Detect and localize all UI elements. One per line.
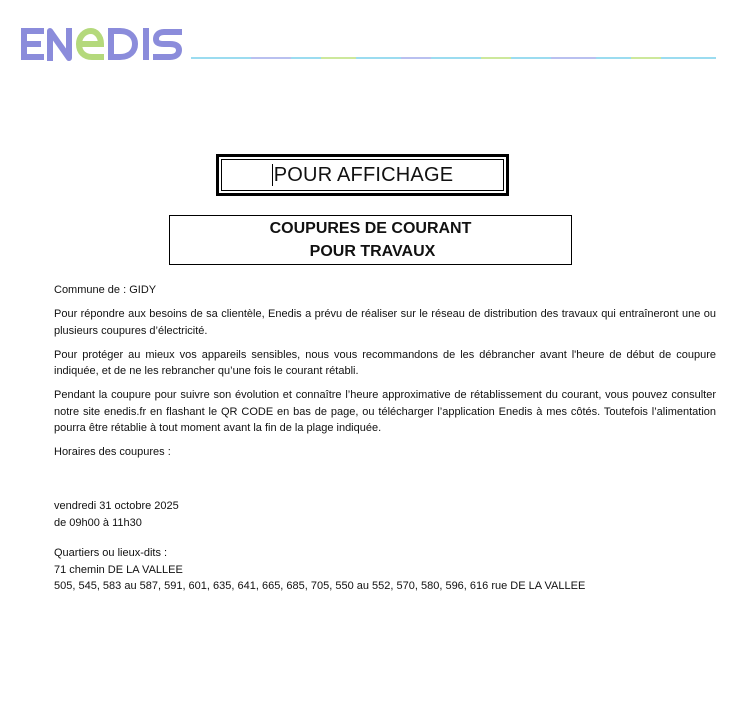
paragraph-suivi: Pendant la coupure pour suivre son évolution et connaître l’heure approximative de rétablissement du courant, vous pouvez consulter notre site enedis.fr en flashant le QR CODE en bas de page, ou télécharger l’application Enedis à mes côtés. Toutefois l’alimentation pourra être rétablie à tout moment avant la fin de la plage indiquée.	[54, 389, 716, 434]
outage-time: de 09h00 à 11h30	[54, 516, 142, 529]
coupures-title-line2: POUR TRAVAUX	[309, 243, 436, 260]
notice-body	[54, 282, 716, 595]
outage-date: vendredi 31 octobre 2025	[54, 500, 179, 512]
text-cursor	[272, 164, 273, 186]
coupures-title-box	[169, 215, 572, 265]
enedis-logo	[17, 26, 187, 64]
pour-affichage-box	[216, 154, 509, 196]
paragraph-clientele: Pour répondre aux besoins de sa clientèle, Enedis a prévu de réaliser sur le réseau de distribution des travaux qui entraîneront une ou plusieurs coupures d’électricité.	[54, 308, 716, 337]
schedule-label: Horaires des coupures :	[54, 446, 171, 458]
commune-line: Commune de : GIDY	[54, 284, 157, 296]
pour-affichage-inner[interactable]	[221, 159, 504, 191]
area-item: 71 chemin DE LA VALLEE	[54, 563, 183, 576]
enedis-logo-mark	[17, 26, 187, 64]
header-decorative-line	[191, 56, 736, 60]
paragraph-protection: Pour protéger au mieux vos appareils sensibles, nous vous recommandons de les débrancher avant l'heure de début de coupure indiquée, et de ne les rebrancher qu’une fois le courant rétabli.	[54, 348, 716, 377]
coupures-title-line1: COUPURES DE COURANT	[269, 220, 472, 237]
area-item: 505, 545, 583 au 587, 591, 601, 635, 641, 665, 685, 705, 550 au 552, 570, 580, 596, 616 rue DE LA VALLEE	[54, 580, 586, 592]
areas-label: Quartiers ou lieux-dits :	[54, 547, 168, 559]
pour-affichage-title: POUR AFFICHAGE	[273, 163, 454, 186]
